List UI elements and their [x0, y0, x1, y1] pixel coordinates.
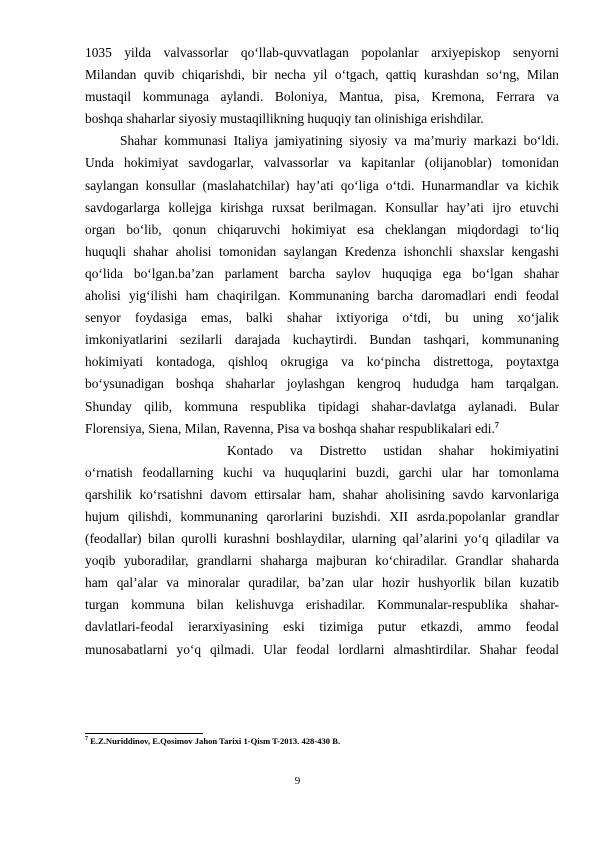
- text-line: qarshilik ko‘rsatishni davom ettirsalar ham, shahar aholisining savdo karvonlariga: [85, 486, 559, 502]
- text-line: imkoniyatlarini sezilarli darajada kuchaytirdi. Bundan tashqari, kommunaning: [85, 332, 559, 348]
- text-line: Shahar kommunasi Italiya jamiyatining siyosiy va ma’muriy markazi bo‘ldi.: [120, 133, 559, 149]
- paragraph-3: [85, 440, 559, 661]
- footnote: [85, 736, 340, 746]
- text-line: Milandan quvib chiqarishdi, bir necha yil o‘tgach, qattiq kurashdan so‘ng, Milan: [85, 67, 559, 83]
- text-line: munosabatlarni yo‘q qilmadi. Ular feodal lordlarni almashtirdilar. Shahar feodal: [85, 641, 559, 657]
- text-line: hujum qilishdi, kommunaning qarorlarini buzishdi. XII asrda.popolanlar grandlar: [85, 508, 559, 524]
- text-line: 1035 yilda valvassorlar qo‘llab-quvvatlagan popolanlar arxiyepiskop senyorni: [85, 45, 559, 60]
- text-line: organ bo‘lib, qonun chiqaruvchi hokimiyat esa cheklangan miqdordagi to‘liq: [85, 221, 559, 237]
- text-line-with-footnote: [85, 418, 559, 440]
- text-line: bo‘ysunadigan boshqa shaharlar joylashgan kengroq hududga ham tarqalgan.: [85, 376, 559, 392]
- text-line: huquqli shahar aholisi tomonidan saylangan Kredenza ishonchli shaxslar kengashi: [85, 243, 559, 259]
- text-line: saylangan konsullar (maslahatchilar) hay’ati qo‘liga o‘tdi. Hunarmandlar va kichik: [85, 177, 559, 193]
- text-line: ham qal’alar va minoralar quradilar, ba’zan ular hozir hushyorlik bilan kuzatib: [85, 575, 559, 591]
- footnote-number: 7: [85, 736, 88, 743]
- text-line: Shunday qilib, kommuna respublika tipidagi shahar-davlatga aylanadi. Bular: [85, 398, 559, 414]
- text-line: Florensiya, Siena, Milan, Ravenna, Pisa va boshqa shahar respublikalari edi.: [85, 420, 495, 436]
- paragraph-2: [85, 130, 559, 439]
- text-line: (feodallar) bilan qurolli kurashni boshlaydilar, ularning qal’alarini yo‘q qiladilar va: [85, 531, 559, 547]
- text-line: yoqib yuboradilar, grandlarni shaharga majburan ko‘chiradilar. Grandlar shaharda: [85, 553, 559, 569]
- text-line: mustaqil kommunaga aylandi. Boloniya, Mantua, pisa, Kremona, Ferrara va: [85, 89, 559, 105]
- text-line: turgan kommuna bilan kelishuvga erishadilar. Kommunalar-respublika shahar-: [85, 597, 559, 613]
- text-line: savdogarlarga kollejga kirishga ruxsat berilmagan. Konsullar hay’ati ijro etuvchi: [85, 199, 559, 215]
- text-line: Kontado va Distretto ustidan shahar hokimiyatini: [227, 442, 559, 458]
- text-line: boshqa shaharlar siyosiy mustaqillikning huquqiy tan olinishiga erishdilar.: [85, 111, 484, 127]
- text-line: davlatlari-feodal ierarxiyasining eski tizimiga putur etkazdi, ammo feodal: [85, 619, 559, 635]
- text-line: o‘rnatish feodallarning kuchi va huquqlarini buzdi, garchi ular har tomonlama: [85, 464, 559, 480]
- page-number: 9: [294, 775, 301, 787]
- footnote-reference[interactable]: 7: [494, 420, 499, 430]
- footnote-divider: [85, 733, 203, 734]
- text-line: aholisi yig‘ilishi ham chaqirilgan. Kommunaning barcha daromadlari endi feodal: [85, 288, 559, 304]
- document-body: [85, 42, 559, 661]
- text-line: hokimiyati kontadoga, qishloq okrugiga va ko‘pincha distrettoga, poytaxtga: [85, 354, 559, 370]
- footnote-text: E.Z.Nuriddinov, E.Qosimov Jahon Tarixi 1-Qism T-2013. 428-430 B.: [88, 736, 341, 746]
- paragraph-1: [85, 42, 559, 130]
- text-line: qo‘lida bo‘lgan.ba’zan parlament barcha saylov huquqiga ega bo‘lgan shahar: [85, 265, 559, 281]
- text-line: Unda hokimiyat savdogarlar, valvassorlar va kapitanlar (olijanoblar) tomonidan: [85, 155, 559, 171]
- text-line: senyor foydasiga emas, balki shahar ixtiyoriga o‘tdi, bu uning xo‘jalik: [85, 310, 559, 326]
